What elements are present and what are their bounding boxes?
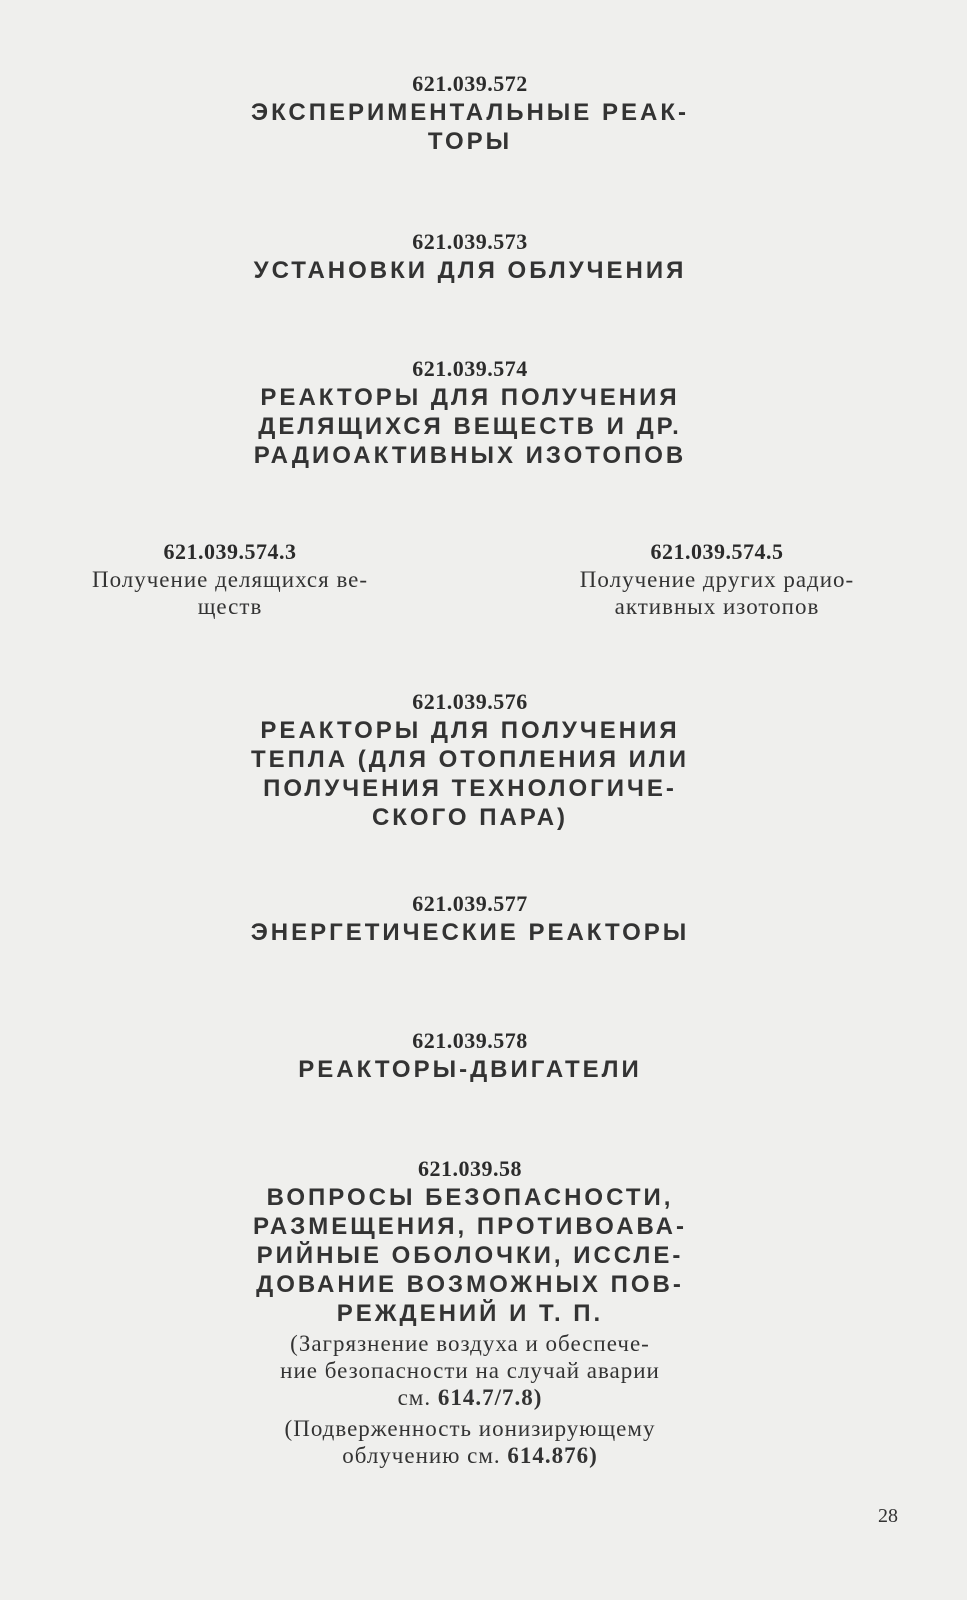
subentry-621-039-574-3 (40, 538, 420, 620)
note-radiation (200, 1415, 740, 1469)
note-line: (Загрязнение воздуха и обеспече- (290, 1331, 650, 1356)
entry-621-039-573 (200, 228, 740, 285)
entry-621-039-577 (200, 890, 740, 947)
entry-heading-line: РИЙНЫЕ ОБОЛОЧКИ, ИССЛЕ- (256, 1242, 684, 1269)
note-line: ние безопасности на случай аварии (280, 1358, 660, 1383)
entry-heading-line: ЭНЕРГЕТИЧЕСКИЕ РЕАКТОРЫ (250, 919, 690, 946)
note-line: (Подверженность ионизирующему (284, 1416, 656, 1441)
entry-heading-line: ТЕПЛА (ДЛЯ ОТОПЛЕНИЯ ИЛИ (251, 746, 689, 773)
subentry-text-line: Получение делящихся ве- (91, 567, 369, 592)
note-text: см. (397, 1385, 438, 1410)
entry-heading-line: РЕЖДЕНИЙ И Т. П. (336, 1300, 604, 1327)
subentry-code: 621.039.574.3 (163, 539, 297, 564)
cross-reference: 614.876) (507, 1443, 598, 1468)
entry-code: 621.039.578 (412, 1028, 528, 1053)
entry-code: 621.039.576 (412, 689, 528, 714)
subentry-text-line: Получение других радио- (579, 567, 855, 592)
entry-heading-line: ДОВАНИЕ ВОЗМОЖНЫХ ПОВ- (256, 1271, 684, 1298)
entry-code: 621.039.573 (412, 229, 528, 254)
entry-heading-line: ДЕЛЯЩИХСЯ ВЕЩЕСТВ И ДР. (258, 413, 682, 440)
entry-heading-line: РЕАКТОРЫ ДЛЯ ПОЛУЧЕНИЯ (260, 717, 680, 744)
entry-621-039-578 (200, 1027, 740, 1084)
entry-621-039-572 (200, 70, 740, 156)
entry-heading-line: РЕАКТОРЫ ДЛЯ ПОЛУЧЕНИЯ (260, 384, 680, 411)
subentry-621-039-574-5 (527, 538, 907, 620)
subentry-code: 621.039.574.5 (650, 539, 784, 564)
entry-code: 621.039.58 (418, 1156, 522, 1181)
entry-heading-line: ЭКСПЕРИМЕНТАЛЬНЫЕ РЕАК- (251, 99, 689, 126)
entry-code: 621.039.572 (412, 71, 528, 96)
cross-reference: 614.7/7.8) (437, 1385, 543, 1410)
entry-code: 621.039.574 (412, 356, 528, 381)
note-text: облучению см. (342, 1443, 508, 1468)
entry-621-039-58 (200, 1155, 740, 1469)
subentry-text-line: активных изотопов (614, 594, 820, 619)
entry-621-039-574 (200, 355, 740, 470)
subentry-text-line: ществ (197, 594, 263, 619)
entry-heading-line: ТОРЫ (427, 128, 513, 155)
entry-621-039-576 (200, 688, 740, 832)
entry-heading-line: ПОЛУЧЕНИЯ ТЕХНОЛОГИЧЕ- (263, 775, 677, 802)
note-pollution (200, 1330, 740, 1411)
entry-heading-line: РАЗМЕЩЕНИЯ, ПРОТИВОАВА- (252, 1213, 687, 1240)
note-line (200, 1384, 740, 1411)
entry-heading-line: РАДИОАКТИВНЫХ ИЗОТОПОВ (253, 442, 687, 469)
entry-heading-line: РЕАКТОРЫ-ДВИГАТЕЛИ (298, 1056, 642, 1083)
page-number: 28 (878, 1505, 898, 1527)
entry-heading-line: ВОПРОСЫ БЕЗОПАСНОСТИ, (266, 1184, 674, 1211)
entry-heading-line: СКОГО ПАРА) (371, 804, 569, 831)
entry-code: 621.039.577 (412, 891, 528, 916)
entry-heading-line: УСТАНОВКИ ДЛЯ ОБЛУЧЕНИЯ (253, 257, 687, 284)
note-line (200, 1442, 740, 1469)
